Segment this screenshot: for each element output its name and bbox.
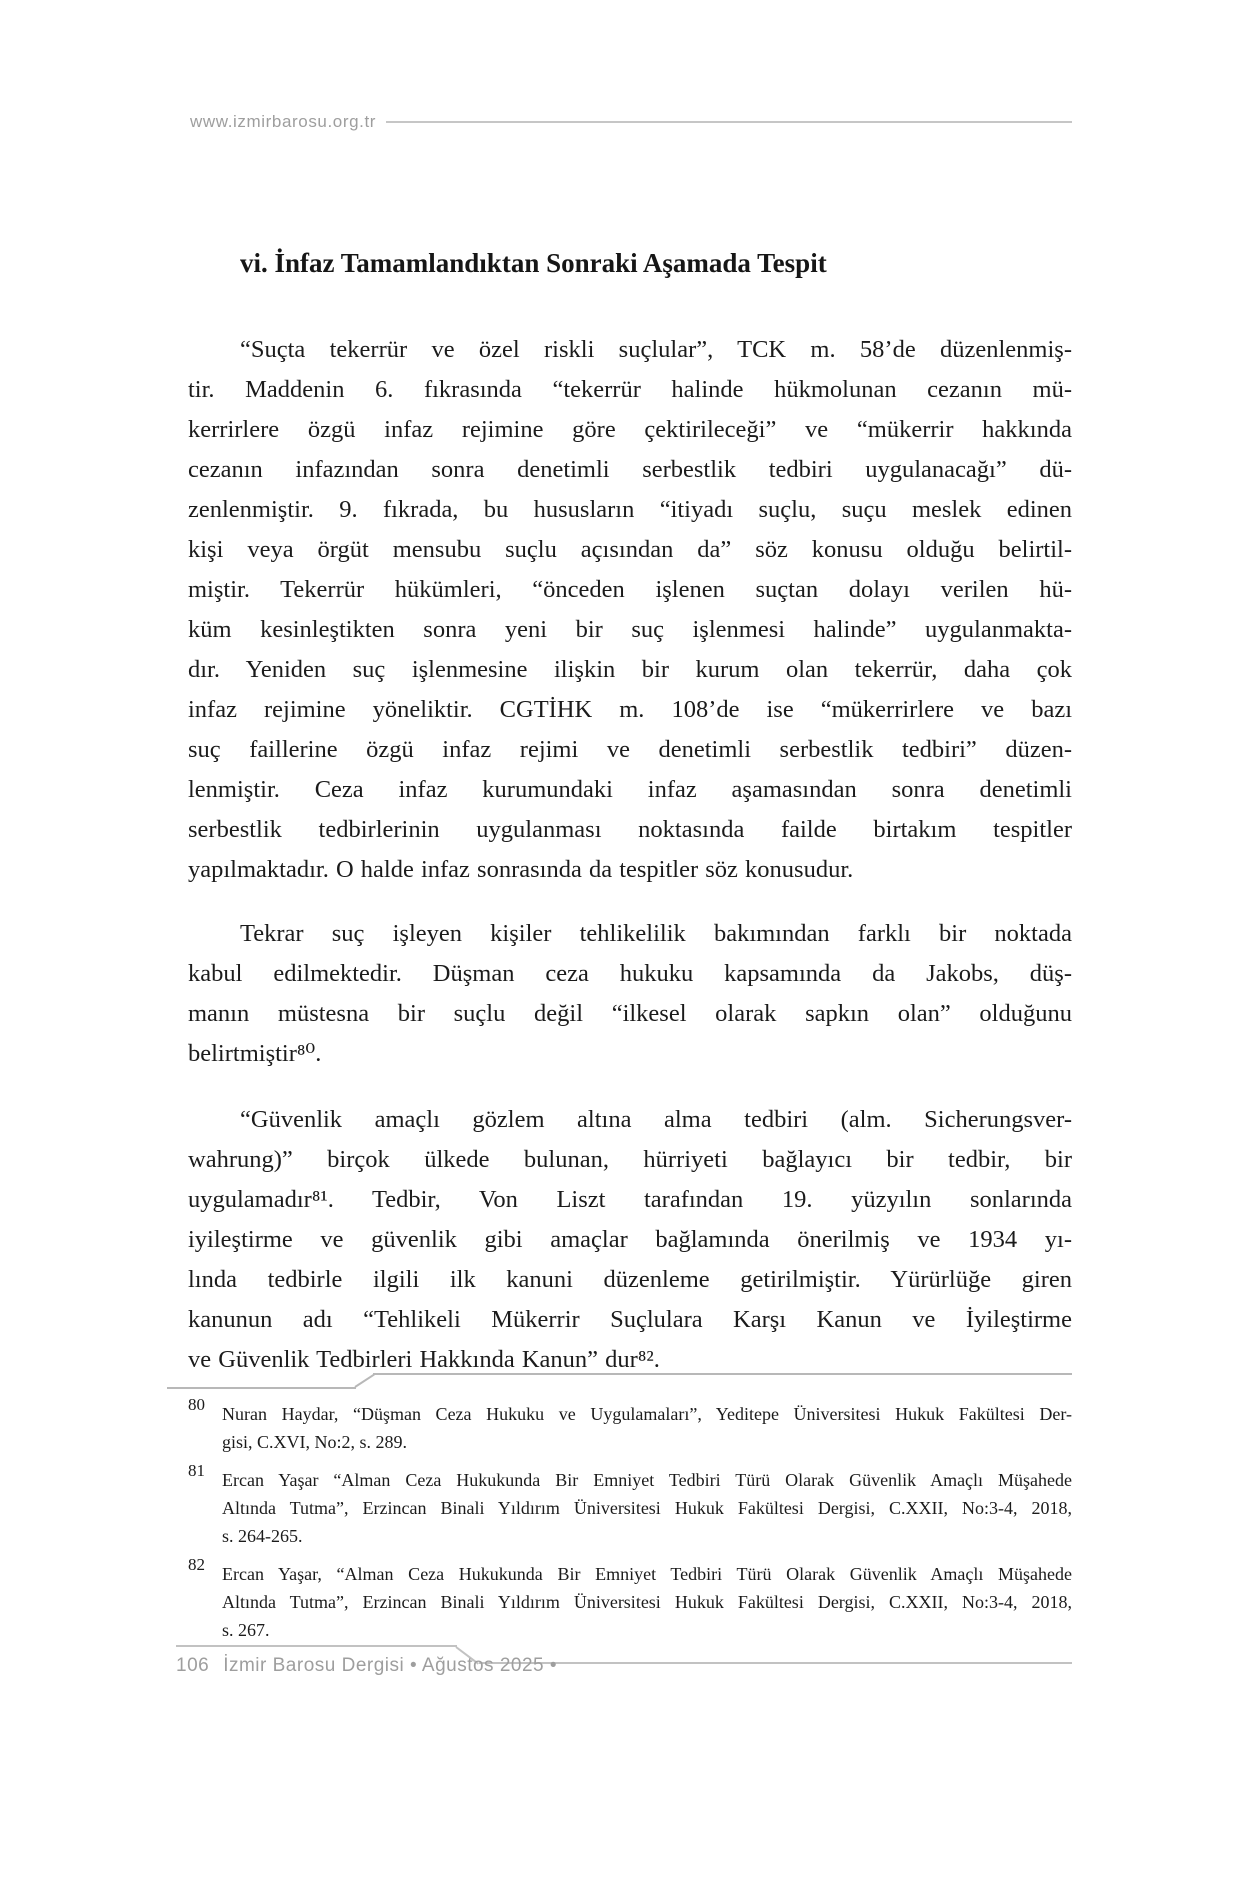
body-text [188,330,1072,1380]
footnotes-section [188,1395,1072,1654]
paragraph-line: ve Güvenlik Tedbirleri Hakkında Kanun” dur⁸². [188,1346,660,1373]
paragraph-line: serbestlik tedbirlerinin uygulanması noktasında failde birtakım tespitler [188,816,1072,843]
paragraph-line: infaz rejimine yöneliktir. CGTİHK m. 108’de ise “mükerrirlere ve bazı [188,696,1072,723]
paragraph-line: “Suçta tekerrür ve özel riskli suçlular”, TCK m. 58’de düzenlenmiş- [240,336,1072,363]
footnote-line: Altında Tutma”, Erzincan Binali Yıldırım Üniversitesi Hukuk Fakültesi Dergisi, C.XXII, No:3-4, 2018, [222,1498,1072,1518]
footnote-separator-left [167,1387,356,1389]
paragraph-line: iyileştirme ve güvenlik gibi amaçlar bağlamında önerilmiş ve 1934 yı- [188,1226,1072,1253]
page-number: 106 [176,1655,210,1676]
page-footer [176,1655,557,1677]
journal-title: İzmir Barosu Dergisi • Ağustos 2025 • [223,1655,558,1676]
paragraph [188,330,1072,890]
paragraph-line: belirtmiştir⁸⁰. [188,1040,322,1067]
header-url: www.izmirbarosu.org.tr [190,112,377,131]
paragraph-line: “Güvenlik amaçlı gözlem altına alma tedbiri (alm. Sicherungsver- [240,1106,1072,1133]
paragraph-line: dır. Yeniden suç işlenmesine ilişkin bir kurum olan tekerrür, daha çok [188,656,1072,683]
page-header [190,112,1072,132]
paragraph-line: manın müstesna bir suçlu değil “ilkesel olarak sapkın olan” olduğunu [188,1000,1072,1027]
paragraph-line: uygulamadır⁸¹. Tedbir, Von Liszt tarafından 19. yüzyılın sonlarında [188,1186,1072,1213]
footnote-number: 82 [188,1555,205,1574]
footnote-line: Altında Tutma”, Erzincan Binali Yıldırım Üniversitesi Hukuk Fakültesi Dergisi, C.XXII, No:3-4, 2018, [222,1592,1072,1612]
footnote-line: Ercan Yaşar “Alman Ceza Hukukunda Bir Emniyet Tedbiri Türü Olarak Güvenlik Amaçlı Müşahede [222,1470,1072,1490]
paragraph-line: cezanın infazından sonra denetimli serbestlik tedbiri uygulanacağı” dü- [188,456,1072,483]
paragraph [188,914,1072,1074]
paragraph-line: lenmiştir. Ceza infaz kurumundaki infaz aşamasından sonra denetimli [188,776,1072,803]
paragraph-line: tir. Maddenin 6. fıkrasında “tekerrür halinde hükmolunan cezanın mü- [188,376,1072,403]
footer-rule-right [479,1662,1072,1664]
footnote-line: s. 267. [222,1620,270,1640]
paragraph-line: kabul edilmektedir. Düşman ceza hukuku kapsamında da Jakobs, düş- [188,960,1072,987]
paragraph-line: kerrirlere özgü infaz rejimine göre çektirileceği” ve “mükerrir hakkında [188,416,1072,443]
footnote-line: gisi, C.XVI, No:2, s. 289. [222,1432,408,1452]
footnote [188,1555,1072,1644]
paragraph-line: Tekrar suç işleyen kişiler tehlikelilik bakımından farklı bir noktada [240,920,1072,947]
paragraph-line: küm kesinleştikten sonra yeni bir suç işlenmesi halinde” uygulanmakta- [188,616,1072,643]
paragraph-line: yapılmaktadır. O halde infaz sonrasında da tespitler söz konusudur. [188,856,854,883]
paragraph-line: kişi veya örgüt mensubu suçlu açısından da” söz konusu olduğu belirtil- [188,536,1072,563]
footer-rule-left [176,1645,457,1647]
paragraph-line: zenlenmiştir. 9. fıkrada, bu hususların “itiyadı suçlu, suçu meslek edinen [188,496,1072,523]
footnote-line: s. 264-265. [222,1526,303,1546]
section-heading: vi. İnfaz Tamamlandıktan Sonraki Aşamada Tespit [240,248,827,278]
footnote-number: 80 [188,1395,205,1414]
paragraph [188,1100,1072,1380]
footnote [188,1461,1072,1550]
paragraph-line: wahrung)” birçok ülkede bulunan, hürriyeti bağlayıcı bir tedbir, bir [188,1146,1072,1173]
header-rule [386,121,1072,123]
footnote-number: 81 [188,1461,205,1480]
paragraph-line: miştir. Tekerrür hükümleri, “önceden işlenen suçtan dolayı verilen hü- [188,576,1072,603]
footnote-line: Nuran Haydar, “Düşman Ceza Hukuku ve Uygulamaları”, Yeditepe Üniversitesi Hukuk Fakültesi Der- [222,1404,1072,1424]
footnote-separator-right [373,1373,1072,1375]
paragraph-line: lında tedbirle ilgili ilk kanuni düzenleme getirilmiştir. Yürürlüğe giren [188,1266,1072,1293]
footnote-line: Ercan Yaşar, “Alman Ceza Hukukunda Bir Emniyet Tedbiri Türü Olarak Güvenlik Amaçlı Müşahede [222,1564,1072,1584]
paragraph-line: kanunun adı “Tehlikeli Mükerrir Suçlulara Karşı Kanun ve İyileştirme [188,1306,1072,1333]
paragraph-line: suç faillerine özgü infaz rejimi ve denetimli serbestlik tedbiri” düzen- [188,736,1072,763]
footnote [188,1395,1072,1456]
